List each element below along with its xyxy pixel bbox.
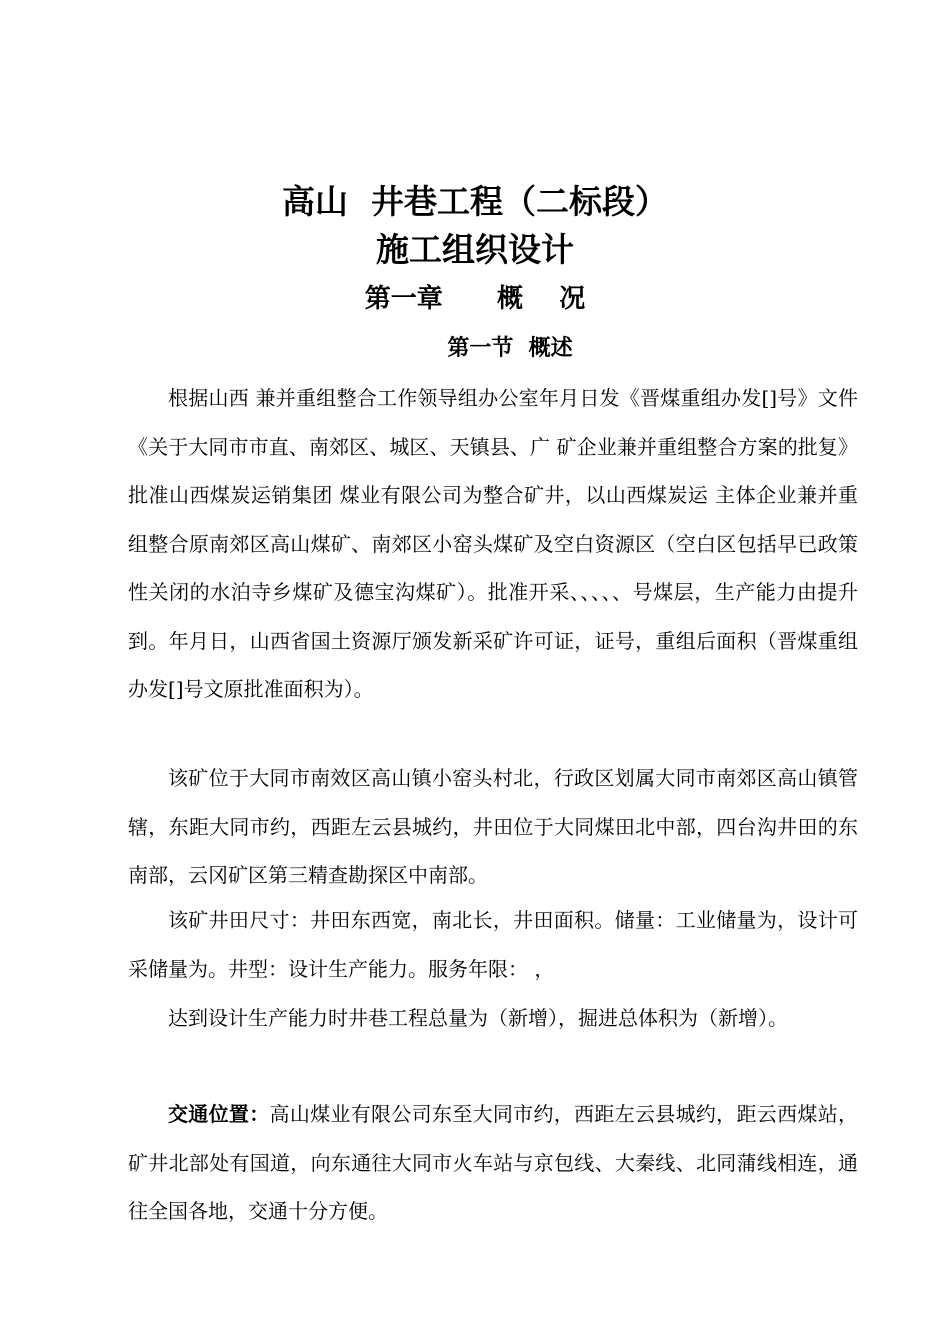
paragraph-engineering-volume: 达到设计生产能力时井巷工程总量为（新增），掘进总体积为（新增）。 bbox=[168, 1006, 788, 1030]
paragraph-location: 该矿位于大同市南效区高山镇小窑头村北，行政区划属大同市南郊区高山镇管辖，东距大同市约，西距左云县城约，井田位于大同煤田北中部，四台沟井田的东南部，云冈矿区第三精查勘探区中南部。 bbox=[128, 766, 858, 887]
traffic-lead-label: 交通位置： bbox=[168, 1102, 270, 1126]
paragraph-traffic bbox=[128, 1090, 858, 1236]
document-title: 高山 井巷工程（二标段） bbox=[282, 182, 668, 221]
traffic-text: 高山煤业有限公司东至大同市约，西距左云县城约，距云西煤站，矿井北部处有国道，向东通往大同市火车站与京包线、大秦线、北同蒲线相连，通往全国各地，交通十分方便。 bbox=[128, 1102, 859, 1223]
section-heading: 第一节 概述 bbox=[447, 335, 573, 361]
paragraph-overview: 根据山西 兼并重组整合工作领导组办公室年月日发《晋煤重组办发[]号》文件《关于大同市市直、南郊区、城区、天镇县、广 矿企业兼并重组整合方案的批复》批准山西煤炭运销集团 煤业有限公司为整合矿井，以山西煤炭运 主体企业兼并重组整合原南郊区高山煤矿、南郊区小窑头煤矿及空白资源区（空白区包括早已政策性关闭的水泊寺乡煤矿及德宝沟煤矿）。批准开采、、、、、号煤层，生产能力由提升到。年月日，山西省国土资源厅颁发新采矿许可证，证号，重组后面积（晋煤重组办发[]号文原批准面积为）。 bbox=[128, 386, 858, 701]
paragraph-field-size: 该矿井田尺寸：井田东西宽，南北长，井田面积。储量：工业储量为，设计可采储量为。井型：设计生产能力。服务年限： ， bbox=[128, 908, 858, 981]
chapter-heading: 第一章 概 况 bbox=[364, 284, 586, 314]
document-subtitle: 施工组织设计 bbox=[376, 230, 574, 269]
